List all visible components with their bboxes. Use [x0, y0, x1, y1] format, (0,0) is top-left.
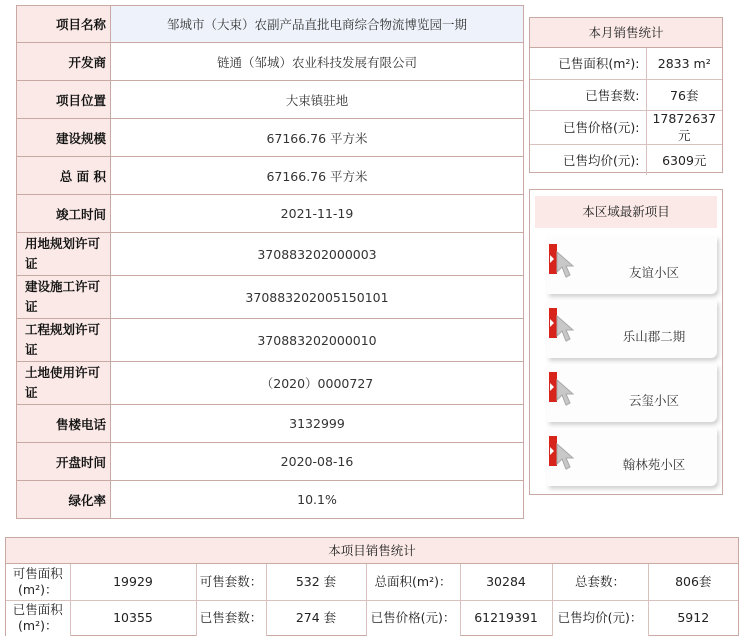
monthly-sales-panel: [529, 17, 723, 173]
monthly-key: 已售面积(m²):: [530, 48, 646, 79]
monthly-sales-title: 本月销售统计: [530, 18, 722, 48]
info-row-phone: [17, 405, 524, 443]
info-label: 总 面 积: [17, 157, 111, 195]
stat-key: 已售套数：: [196, 600, 266, 636]
stat-key: 总套数：: [552, 564, 648, 600]
info-value: 2020-08-16: [111, 443, 524, 481]
monthly-row: [530, 144, 722, 175]
project-sales-panel: [5, 537, 739, 636]
project-sales-row: [6, 564, 738, 600]
info-value: 370883202000010: [111, 319, 524, 362]
info-label: 建设施工许可证: [17, 276, 111, 319]
stat-key: 已售面积(m²)：: [6, 600, 70, 636]
stat-value: 61219391: [460, 600, 552, 636]
stat-value: 5912: [648, 600, 738, 636]
monthly-row: [530, 110, 722, 144]
stat-value: 806套: [675, 573, 712, 589]
info-row-green-rate: [17, 481, 524, 519]
info-label: 绿化率: [17, 481, 111, 519]
pointer-cursor-icon: [555, 314, 581, 344]
info-row-developer: [17, 43, 524, 81]
info-row-total-area: [17, 157, 524, 195]
info-label: 项目位置: [17, 81, 111, 119]
stat-value: 274 套: [266, 600, 366, 636]
monthly-row: [530, 48, 722, 79]
info-label: 开盘时间: [17, 443, 111, 481]
info-row-location: [17, 81, 524, 119]
info-row-land-use-permit: [17, 362, 524, 405]
info-value: 67166.76 平方米: [111, 119, 524, 157]
monthly-key: 已售套数:: [530, 79, 646, 110]
latest-project-link[interactable]: [547, 300, 717, 358]
monthly-key: 已售价格(元):: [530, 110, 646, 144]
info-label: 工程规划许可证: [17, 319, 111, 362]
latest-project-name: 云玺小区: [628, 393, 679, 408]
info-label: 售楼电话: [17, 405, 111, 443]
info-value: 2021-11-19: [111, 195, 524, 233]
latest-project-name: 友谊小区: [628, 265, 679, 280]
project-info-table: [16, 5, 524, 519]
stat-key: 总面积(m²)：: [366, 564, 460, 600]
info-label: 开发商: [17, 43, 111, 81]
info-value: 370883202005150101: [111, 276, 524, 319]
info-value: 邹城市（大束）农副产品直批电商综合物流博览园一期: [111, 6, 524, 43]
monthly-sales-table: [530, 48, 722, 175]
info-value: 链通（邹城）农业科技发展有限公司: [111, 43, 524, 81]
info-value: （2020）0000727: [111, 362, 524, 405]
info-value: 10.1%: [111, 481, 524, 519]
info-label: 土地使用许可证: [17, 362, 111, 405]
stat-key: 已售均价(元)：: [552, 600, 648, 636]
latest-project-link[interactable]: [547, 236, 717, 294]
info-label: 用地规划许可证: [17, 233, 111, 276]
monthly-row: [530, 79, 722, 110]
info-value: 67166.76 平方米: [111, 157, 524, 195]
info-row-opening: [17, 443, 524, 481]
monthly-value: 76套: [646, 79, 722, 110]
info-value: 大束镇驻地: [111, 81, 524, 119]
project-sales-title: 本项目销售统计: [6, 538, 738, 564]
project-sales-table: [6, 564, 738, 636]
latest-project-name: 翰林苑小区: [622, 457, 686, 472]
monthly-key: 已售均价(元):: [530, 144, 646, 175]
info-label: 竣工时间: [17, 195, 111, 233]
info-row-construction-permit: [17, 276, 524, 319]
latest-projects-title: 本区域最新项目: [535, 196, 717, 228]
info-row-land-permit: [17, 233, 524, 276]
stat-key: 可售套数：: [196, 564, 266, 600]
monthly-value: 2833 m²: [657, 55, 711, 71]
stat-key: 可售面积(m²)：: [6, 564, 70, 600]
info-row-planning-permit: [17, 319, 524, 362]
latest-project-link[interactable]: [547, 364, 717, 422]
pointer-cursor-icon: [555, 378, 581, 408]
info-label: 项目名称: [17, 6, 111, 43]
latest-projects-panel: [529, 189, 723, 495]
project-sales-row: [6, 600, 738, 636]
monthly-value: 17872637元: [646, 110, 722, 144]
pointer-cursor-icon: [555, 442, 581, 472]
info-label: 建设规模: [17, 119, 111, 157]
info-row-scale: [17, 119, 524, 157]
stat-value: 10355: [70, 600, 196, 636]
info-row-completion: [17, 195, 524, 233]
info-row-name: [17, 6, 524, 43]
info-value: 370883202000003: [111, 233, 524, 276]
latest-project-link[interactable]: [547, 428, 717, 486]
stat-key: 已售价格(元)：: [366, 600, 460, 636]
stat-value: 19929: [70, 564, 196, 600]
info-value: 3132999: [111, 405, 524, 443]
latest-project-name: 乐山郡二期: [622, 329, 686, 344]
pointer-cursor-icon: [555, 250, 581, 280]
stat-value: 532 套: [266, 564, 366, 600]
stat-value: 30284: [460, 564, 552, 600]
monthly-value: 6309元: [646, 144, 722, 175]
